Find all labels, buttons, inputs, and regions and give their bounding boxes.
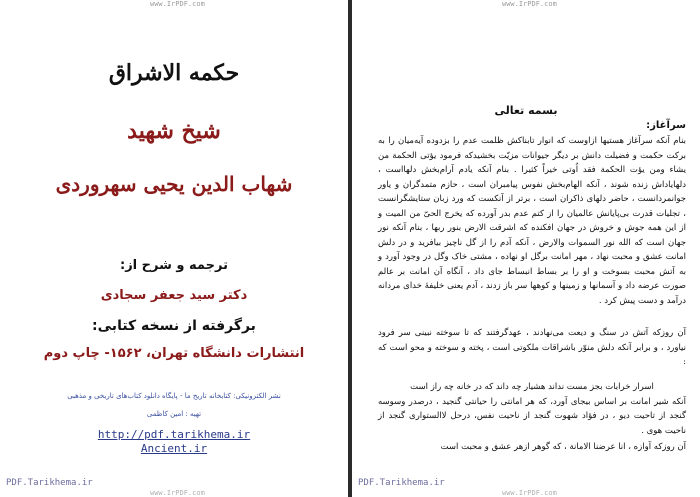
source-label: برگرفته از نسخه کتابی: — [92, 318, 256, 334]
translation-label: ترجمه و شرح از: — [120, 258, 228, 273]
author-title: شیخ شهید — [127, 118, 221, 144]
footer-url[interactable]: PDF.Tarikhema.ir — [6, 478, 93, 488]
basmala: بسمه تعالی — [494, 104, 558, 117]
footer-url[interactable]: PDF.Tarikhema.ir — [358, 478, 445, 488]
verse: اسرار خرابات بجز مست نداند هشیار چه داند که در خانه چه راز است — [410, 382, 654, 392]
header-url: www.IrPDF.com — [150, 0, 205, 8]
verse-and-paragraph — [378, 380, 686, 438]
section-heading: سرآغاز: — [646, 120, 686, 131]
translator-name: دکتر سید جعفر سجادی — [100, 288, 248, 303]
author-name: شهاب الدین یحیی سهروردی — [55, 172, 293, 196]
website-link[interactable]: http://pdf.tarikhema.ir — [97, 428, 251, 441]
left-page — [0, 0, 348, 497]
book-title: حکمه الاشراق — [108, 60, 240, 86]
right-page — [352, 0, 700, 497]
ancient-link[interactable]: Ancient.ir — [140, 442, 208, 455]
publisher-info: انتشارات دانشگاه تهران، ۱۵۶۲- چاپ دوم — [43, 346, 305, 361]
preface-paragraph-2: آن روزکه آتش در سنگ و دیعت می‌نهادند ، عهدگرفتند که تا سوخته نبینی سر فرود نیاورد ، و برابر آنکه دلش منوّر باشراقات ملکوتی است ، پخته و سوخته و محو است که : — [378, 328, 686, 367]
preface-paragraph-3: آنکه شیر امانت بر اساس بیجای آورد، که هر امانتی را حیانتی گنجید ، درصدر وسوسه گنجد از تاحیت دیو ، در فؤاد شهوت گنجد از ناحیت نفس، درحل لاالستواری گنجد از ناحیت هوی . — [378, 396, 686, 436]
header-url: www.IrPDF.com — [502, 0, 557, 8]
preface-paragraph-4: آن روزکه آوازه ، انا عرضنا الامانة ، که گوهر ازهر عشق و محبت است — [440, 442, 686, 452]
publisher-credit: نشر الکترونیکی: کتابخانه تاریخ ما - پایگاه دانلود کتاب‌های تاریخی و مذهبی — [67, 392, 281, 400]
footer-small-url: www.IrPDF.com — [150, 489, 205, 497]
preface-paragraph-1: بنام آنکه سرآغاز هستیها ازاوست که انوار تابناکش ظلمت عدم را بزدوده آیه‌میان را به برکت حکمت و فضیلت دانش بر دیگر جیوانات مزیّت بخشیدکه فرمود یؤتی الحکمة من یشاء ومن یؤت الحکمة فقد اُوتی خیراً کثیرا . بنام آنکه یادم آرام‌بخش دلهااست ، دلهایاداش زنده شوند ، آنکه الهام‌بخش نفوس پیامبران است ، حازم متمدگران و یاور جوانمردانست ، حاضر دلهای ذاکران است ، برتر از آنکست که ورد زبان ستایشگرانست ، تجلیات قدرت بی‌پایانش عالمیان را از کتم عدم بدر آورده که یخرج الحیّ من المیت و از این همه جوش و خروش در جهان افکنده که اشرقت الارض بنور ربها ، بنام آنکه نور جهان است که الله نور السموات والارض ، آنکه آدم را از گل ناچیز بیافرید و در دلش امانت عشق و محبت نهاد ، مهر امانت برگل او نهاده ، مشتی خاک وگل در وجود آورد و به آتش محبت بسوخت و او را بر بساط انبساط جای داد ، آنگاه آن امانت بر عالم صورت عرضه داد و آسمانها و زمینها و کوهها سر باز زدند ، آدم یعنی خلیفهٔ خدای مردانه درآمد و دست پیش کرد . — [378, 136, 686, 306]
footer-small-url: www.IrPDF.com — [502, 489, 557, 497]
typist-credit: تهیه : امین کاظمی — [146, 410, 202, 418]
